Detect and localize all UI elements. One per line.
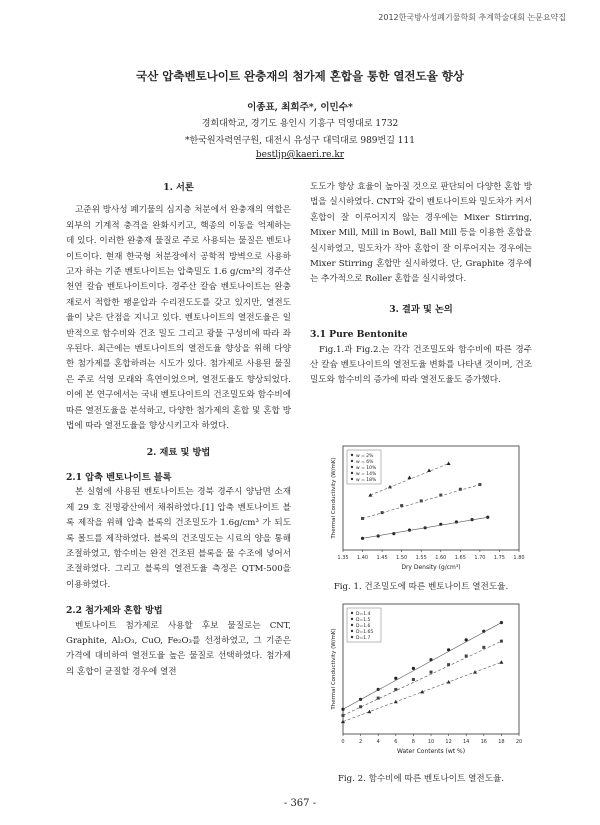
- x-tick-label: 14: [463, 739, 470, 745]
- legend-marker: [351, 472, 353, 474]
- figure-1-caption: Fig. 1. 건조밀도에 따른 벤토나이트 열전도율.: [333, 582, 509, 592]
- trend-line: [370, 464, 448, 496]
- x-tick-label: 1.60: [435, 555, 447, 561]
- legend-marker: [351, 460, 353, 462]
- trend-line: [343, 641, 501, 715]
- authors: 이종표, 최희주*, 이민수*: [247, 102, 353, 113]
- data-point: [500, 621, 503, 624]
- x-tick-label: 10: [427, 739, 435, 745]
- x-tick-label: 20: [515, 739, 523, 745]
- data-point: [500, 640, 503, 643]
- legend-marker: [351, 636, 353, 638]
- page-number: - 367 -: [283, 798, 317, 809]
- legend-marker: [351, 478, 353, 480]
- x-tick-label: 1.75: [493, 555, 506, 561]
- data-point: [499, 660, 503, 664]
- data-point: [367, 710, 371, 714]
- legend-entry: D=1.65: [356, 630, 374, 635]
- x-axis-label: Water Contents (wt %): [396, 748, 466, 755]
- legend-entry: D=1.6: [356, 624, 371, 629]
- x-axis-label: Dry Density (g/cm³): [401, 564, 461, 571]
- legend-marker: [351, 612, 353, 614]
- left-column: [66, 180, 291, 680]
- legend-entry: w = 18%: [356, 478, 377, 483]
- subsection-2-2-text: 벤토나이트 첨가제로 사용할 후보 물질로는 CNT, Graphite, Al₂O₃, CuO, Fe₂O₃를 선정하였고, 그 기준은 가격에 대비하여 열전도율 높은 물질로 선택하였다. 첨가제의 혼합이 균질할 경우에 열전: [66, 620, 291, 677]
- data-point: [342, 714, 345, 717]
- legend-entry: D=1.7: [356, 636, 371, 641]
- x-tick-label: 1.40: [356, 555, 369, 561]
- x-tick-label: 1.50: [396, 555, 408, 561]
- legend-marker: [351, 618, 353, 620]
- subsection-2-1-text: 본 실험에 사용된 벤토나이트는 경북 경주시 양남면 소재 제 29 호 진명광산에서 채취하였다.[1] 압축 벤토나이트 블록 제작을 위해 압축 블록의 건조밀도가 1.6g/cm³ 가 되도록 몰드를 제작하였다. 블록의 건조밀도는 시료의 양을 통해 조절하였고, 함수비는 완전 건조된 블록을 물 수조에 넣어서 조절하였다. 그리고 블록의 열전도율 측정은 QTM-500을 이용하였다.: [66, 487, 291, 590]
- data-point: [455, 520, 458, 523]
- data-point: [394, 688, 397, 691]
- x-tick-label: 18: [498, 739, 505, 745]
- x-tick-label: 1.80: [513, 555, 525, 561]
- x-tick-label: 6: [394, 739, 398, 745]
- x-tick-label: 1.55: [415, 555, 427, 561]
- subsection-2-2-heading: 2.2 첨가제와 혼합 방법: [66, 605, 163, 617]
- legend-entry: D=1.4: [356, 612, 371, 617]
- continued-text: 도도가 향상 효율이 높아질 것으로 판단되어 다양한 혼합 방법을 실시하였다. CNT와 같이 벤토나이트와 밀도차가 커서 혼합이 잘 이루어지지 않는 경우에는 Mixer Stirring, Mixer Mill, Mill in Bowl, Ball Mill 등을 이용한 혼합을 실시하였고, 밀도차가 작아 혼합이 잘 이루어지는 경우에는 Mixer Stirring 혼합만 실시하였다. 단, Graphite 경우에는 추가적으로 Roller 혼합을 실시하였다.: [310, 182, 532, 285]
- legend-entry: w = 14%: [356, 472, 377, 477]
- legend-entry: w = 6%: [356, 460, 374, 465]
- x-tick-label: 8: [411, 739, 415, 745]
- x-tick-label: 1.65: [454, 555, 466, 561]
- x-tick-label: 16: [480, 739, 487, 745]
- x-tick-label: 2: [359, 739, 363, 745]
- x-tick-label: 0: [341, 739, 345, 745]
- paper-title: 국산 압축벤토나이트 완충재의 첨가제 혼합을 통한 열전도율 향상: [136, 69, 464, 83]
- x-tick-label: 12: [445, 739, 452, 745]
- data-point: [407, 476, 411, 480]
- email-link[interactable]: bestljp@kaeri.re.kr: [255, 150, 345, 160]
- figure-1-chart: [315, 442, 525, 582]
- legend-marker: [351, 454, 353, 456]
- running-header: 2012한국방사성폐기물학회 추계학술대회 논문요약집: [378, 13, 566, 22]
- right-column: [310, 180, 532, 389]
- x-tick-label: 4: [376, 739, 380, 745]
- section-1-text: 고준위 방사성 폐기물의 심지층 처분에서 완충재의 역할은 외부의 기계적 충격을 완화시키고, 핵종의 이동을 억제하는데 있다. 이러한 완충재 물질로 주로 사용되는 물질은 벤토나이트이다. 현재 한국형 처분장에서 공학적 방벽으로 사용하고자 하는 기준 벤토나이트는 압축밀도 1.6 g/cm³의 경주산 천연 칼슘 벤토나이트이다. 경주산 칼슘 벤토나이트는 완충재로서 적합한 팽윤압과 수리전도도를 갖고 있지만, 열전도율이 낮은 단점을 지니고 있다. 벤토나이트의 열전도율은 일반적으로 함수비와 건조 밀도 그리고 광물 구성비에 따라 좌우된다. 최근에는 벤토나이트의 열전도율 향상을 위해 다양한 첨가제를 혼합하려는 시도가 있다. 첨가제로 사용된 물질은 주로 석영 모래와 흑연이었으며, 열전도율도 향상되었다. 이에 본 연구에서는 국내 벤토나이트의 건조밀도와 함수비에 따른 열전도율을 분석하고, 다양한 첨가제의 혼합 및 혼합 방법에 따라 열전도율을 향상시키고자 하였다.: [66, 205, 291, 432]
- data-point: [430, 671, 433, 674]
- affiliation-1: 경희대학교, 경기도 용인시 기흥구 덕영대로 1732: [201, 119, 399, 129]
- data-point: [447, 462, 451, 466]
- figure-2-chart: [315, 600, 525, 770]
- y-axis-label: Thermal Conductivity (W/mK): [331, 628, 337, 710]
- legend-entry: D=1.5: [356, 618, 371, 623]
- x-tick-label: 1.70: [474, 555, 486, 561]
- legend-marker: [351, 624, 353, 626]
- data-point: [427, 469, 431, 473]
- x-tick-label: 1.45: [376, 555, 388, 561]
- trend-line: [363, 485, 480, 519]
- data-point: [412, 667, 415, 670]
- x-tick-label: 1.35: [337, 555, 349, 561]
- legend-entry: w = 2%: [356, 454, 374, 459]
- legend-marker: [351, 630, 353, 632]
- legend-entry: w = 10%: [356, 466, 377, 471]
- affiliation-2: *한국원자력연구원, 대전시 유성구 대덕대로 989번길 111: [185, 136, 415, 146]
- section-2-heading: 2. 재료 및 방법: [146, 446, 211, 458]
- data-point: [412, 678, 415, 681]
- data-point: [392, 532, 395, 535]
- subsection-2-1-heading: 2.1 압축 벤토나이트 블록: [66, 471, 172, 483]
- trend-line: [363, 517, 488, 538]
- subsection-3-1-text: Fig.1.과 Fig.2.는 각각 건조밀도와 함수비에 따른 경주산 칼슘 벤토나이트의 열전도율 변화를 나타낸 것이며, 건조밀도와 함수비의 증가에 따라 열전도율도 증가했다.: [310, 344, 532, 386]
- legend-marker: [351, 466, 353, 468]
- section-3-heading: 3. 결과 및 논의: [389, 303, 453, 315]
- data-point: [482, 646, 485, 649]
- figure-2-caption: Fig. 2. 함수비에 따른 벤토나이트 열전도율.: [337, 774, 505, 784]
- subsection-3-1-heading: 3.1 Pure Bentonite: [310, 329, 408, 341]
- y-axis-label: Thermal Conductivity (W/mK): [331, 457, 337, 539]
- section-1-heading: 1. 서론: [163, 182, 194, 193]
